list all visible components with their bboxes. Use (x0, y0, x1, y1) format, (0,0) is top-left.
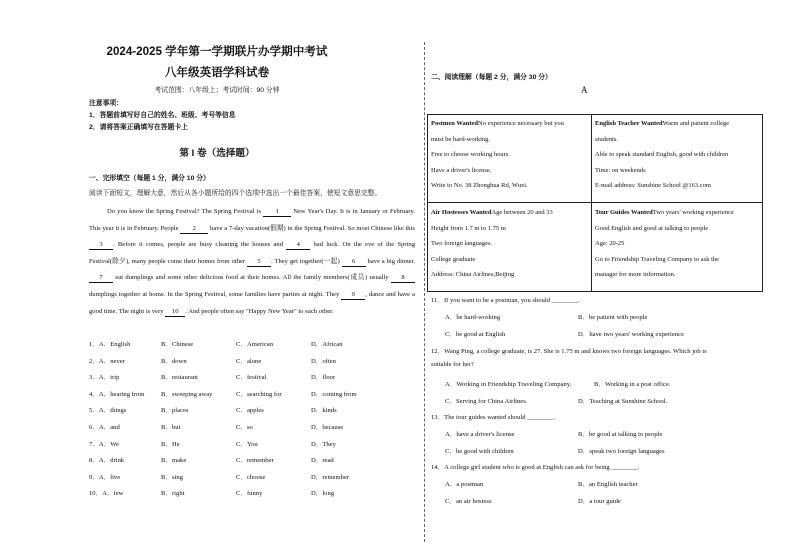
option-b[interactable]: B．down (161, 357, 187, 365)
ad-title: English Teacher Wanted (595, 120, 663, 127)
option-b[interactable]: B．sing (161, 473, 183, 481)
option-c[interactable]: C．alone (236, 357, 262, 365)
reading-heading: 二、阅读理解（每题 2 分，满分 30 分） (431, 74, 552, 81)
option-row-3 (89, 371, 419, 383)
blank-7: 7 (89, 273, 113, 283)
option-b[interactable]: B．an English teacher (578, 481, 638, 488)
blank-2: 2 (180, 224, 208, 234)
notice-item-1: 1．答题前填写好自己的姓名、班级、考号等信息 (89, 112, 236, 119)
passage-text: eat dumplings and some other delicious food at their homes. All the family members(成员) usually (115, 274, 389, 282)
ad-line: students. (595, 135, 618, 143)
option-c[interactable]: C．remember (236, 457, 274, 465)
ad-line: Have a driver's license. (431, 166, 492, 174)
cloze-instruction: 阅读下面短文，理解大意，然后从各小题所给的四个选项中选出一个最佳答案，使短文意思完整。 (89, 190, 382, 197)
notice-item-2: 2．请将答案正确填写在答题卡上 (89, 124, 188, 131)
notice-heading: 注意事项： (89, 100, 123, 107)
ads-table (427, 114, 763, 292)
ad-line: Age between 20 and 33 (491, 209, 553, 216)
option-a[interactable]: 3．A．trip (89, 374, 120, 382)
exam-title: 2024-2025 学年第一学期联片办学期中考试 (106, 45, 328, 58)
option-b[interactable]: B．Working in a post office. (594, 381, 671, 388)
option-c[interactable]: C．choose (236, 473, 266, 481)
option-d[interactable]: D．long (311, 490, 335, 498)
ad-tour-guides (595, 205, 761, 283)
option-c[interactable]: C．festival (236, 374, 267, 382)
option-b[interactable]: B．be patient with people (578, 314, 648, 321)
option-a[interactable]: 2．A．never (89, 357, 125, 365)
ad-title: Air Hostesses Wanted (431, 209, 492, 216)
part1-title: 第 I 卷（选择题） (179, 148, 255, 159)
option-d[interactable]: D．remember (311, 473, 350, 481)
option-c[interactable]: C．funny (236, 490, 263, 498)
reading-questions (431, 294, 771, 509)
option-b[interactable]: B．right (161, 490, 185, 498)
option-d[interactable]: D．speak two foreign languages (578, 448, 665, 455)
option-d[interactable]: D．floor (311, 374, 336, 382)
option-a[interactable]: 4．A．hearing from (89, 390, 145, 398)
ad-line: Time: on weekends (595, 166, 646, 174)
option-d[interactable]: D．because (311, 424, 344, 431)
option-d[interactable]: D．coming from (311, 390, 357, 398)
question-stem: 12．Wang Ping, a college graduate, is 27. She is 1.75 m and knows two foreign languages. Which job is (431, 348, 707, 355)
option-row-2 (89, 355, 419, 367)
blank-5: 5 (247, 257, 271, 267)
cloze-heading: 一、完形填空（每题 1 分，满分 10 分） (89, 175, 210, 182)
option-row-4 (89, 388, 419, 400)
passage-text: have a 7-day vacation(假期) in the Spring Festival. So most Chinese like this (210, 224, 416, 232)
option-b[interactable]: B．be good at talking to people (578, 431, 663, 438)
ad-line: Free to choose working hours. (431, 151, 510, 159)
option-c[interactable]: C．be good at English (445, 331, 506, 338)
exam-scope: 考试范围：八年级上；考试时间：90 分钟 (154, 87, 280, 94)
option-row-8 (89, 454, 419, 466)
option-c[interactable]: C．so (236, 424, 253, 431)
option-b[interactable]: B．places (161, 407, 189, 415)
option-b[interactable]: B．make (161, 457, 187, 465)
question-stem: 11．If you want to be a postman, you should ________. (431, 297, 580, 304)
option-a[interactable]: 6．A．and (89, 424, 120, 431)
option-row-1 (89, 338, 419, 350)
ad-english-teacher (595, 116, 761, 194)
option-c[interactable]: C．You (236, 440, 258, 448)
option-b[interactable]: B．sweeping away (161, 390, 213, 398)
option-row-10 (89, 487, 419, 499)
passage-text: New Year's Day. It is in January or February. This year it is in February. People (89, 208, 415, 232)
option-a[interactable]: 5．A．things (89, 407, 127, 415)
option-d[interactable]: D．read (311, 457, 334, 465)
option-row-9 (89, 471, 419, 483)
ad-line: Two foreign languages. (431, 240, 493, 248)
option-a[interactable]: A．Working in Friendship Traveling Company. (445, 381, 572, 388)
option-d[interactable]: D．Teaching at Sunshine School. (578, 398, 668, 405)
option-d[interactable]: D．They (311, 440, 336, 448)
ad-line: Write to No. 38 Zhonghua Rd, Wuxi. (431, 182, 528, 190)
option-d[interactable]: D．have two years' working experience (578, 331, 684, 338)
passage-text: have a big dinner. (367, 257, 416, 265)
blank-3: 3 (89, 240, 113, 250)
option-row-7 (89, 438, 419, 450)
ad-line: No experience necessary but you (478, 120, 564, 127)
option-a[interactable]: 9．A．live (89, 473, 121, 481)
option-b[interactable]: B．He (161, 440, 180, 448)
exam-subtitle: 八年级英语学科试卷 (164, 66, 270, 79)
option-c[interactable]: C．American (236, 341, 273, 348)
ad-line: Go to Friendship Traveling Company to ask the (595, 255, 720, 263)
ad-line: Two years' working experience (652, 209, 734, 216)
ad-line: Warm and patient college (662, 120, 730, 127)
cloze-passage (89, 204, 415, 320)
ad-line: College graduate (431, 255, 476, 263)
option-b[interactable]: B．Chinese (161, 341, 194, 348)
ad-line: Good English and good at talking to people (595, 224, 709, 232)
passage-text: , dance and have a good time. The night is very (89, 290, 415, 315)
ad-title: Postmen Wanted (431, 120, 479, 127)
option-c[interactable]: C．Serving for China Airlines. (445, 398, 528, 405)
ad-postmen (431, 116, 589, 194)
option-row-5 (89, 404, 419, 416)
ad-line: Age: 20-25 (595, 240, 625, 248)
passage-text: . And people often say "Happy New Year" to each other. (185, 307, 334, 315)
table-hline (428, 202, 762, 203)
option-a[interactable]: 7．A．We (89, 440, 119, 448)
ad-air-hostesses (431, 205, 589, 283)
option-a[interactable]: 8．A．drink (89, 457, 125, 465)
option-d[interactable]: D．often (311, 357, 336, 365)
ad-line: Able to speak standard English, good with children (595, 151, 729, 159)
option-row-6 (89, 421, 419, 433)
option-a[interactable]: 10．A．few (89, 490, 124, 498)
table-vline (591, 115, 592, 291)
ad-line: must be hard-working. (431, 135, 491, 143)
passage-text: Do you know the Spring Festival? The Spring Festival is (107, 208, 262, 215)
question-stem: 14．A college girl student who is good at English can ask for being ________. (431, 464, 640, 471)
option-d[interactable]: D．African (311, 341, 343, 348)
option-c[interactable]: C．apples (236, 407, 264, 415)
option-a[interactable]: 1．A．English (89, 341, 131, 348)
blank-1: 1 (263, 207, 291, 217)
option-a[interactable]: A．a postman (445, 481, 484, 488)
passage-text: . They get together(一起) (271, 257, 340, 265)
option-a[interactable]: A．be hard-working (445, 314, 501, 321)
option-d[interactable]: D．a tour guide (578, 498, 621, 505)
option-c[interactable]: C．be good with children (445, 448, 514, 455)
question-stem: 13．The tour guides wanted should ________. (431, 414, 556, 421)
blank-4: 4 (286, 240, 310, 250)
passage-text: bad luck. On the eve of the Spring Festival(除夕), many people come their homes from other (89, 241, 415, 265)
blank-8: 8 (391, 273, 415, 283)
option-b[interactable]: B．restaurant (161, 374, 198, 382)
cloze-options (89, 338, 419, 503)
option-c[interactable]: C．searching for (236, 390, 282, 398)
blank-9: 9 (341, 290, 365, 300)
option-b[interactable]: B．but (161, 424, 181, 431)
ad-line: E-mail address: Sunshine School @163.com (595, 182, 711, 190)
question-stem-cont: suitable for her? (431, 361, 474, 368)
ad-line: Address: China Airlines,Beijing (431, 271, 515, 279)
ad-line: Height from 1.7 m to 1.75 m (431, 224, 506, 232)
option-d[interactable]: D．kinds (311, 407, 337, 415)
option-c[interactable]: C．an air hostess (445, 498, 492, 505)
passage-text: dumplings together at home. In the Spring Festival, some families have parties at night. They (89, 290, 340, 298)
ad-line: manager for more information. (595, 271, 676, 279)
passage-text: . Before it comes, people are busy cleaning the houses and (113, 241, 283, 249)
ad-title: Tour Guides Wanted (595, 209, 653, 216)
blank-6: 6 (342, 257, 366, 267)
page-right-column (425, 0, 794, 550)
blank-10: 10 (165, 307, 185, 317)
option-a[interactable]: A．have a driver's license (445, 431, 515, 438)
section-letter: A (581, 85, 588, 95)
